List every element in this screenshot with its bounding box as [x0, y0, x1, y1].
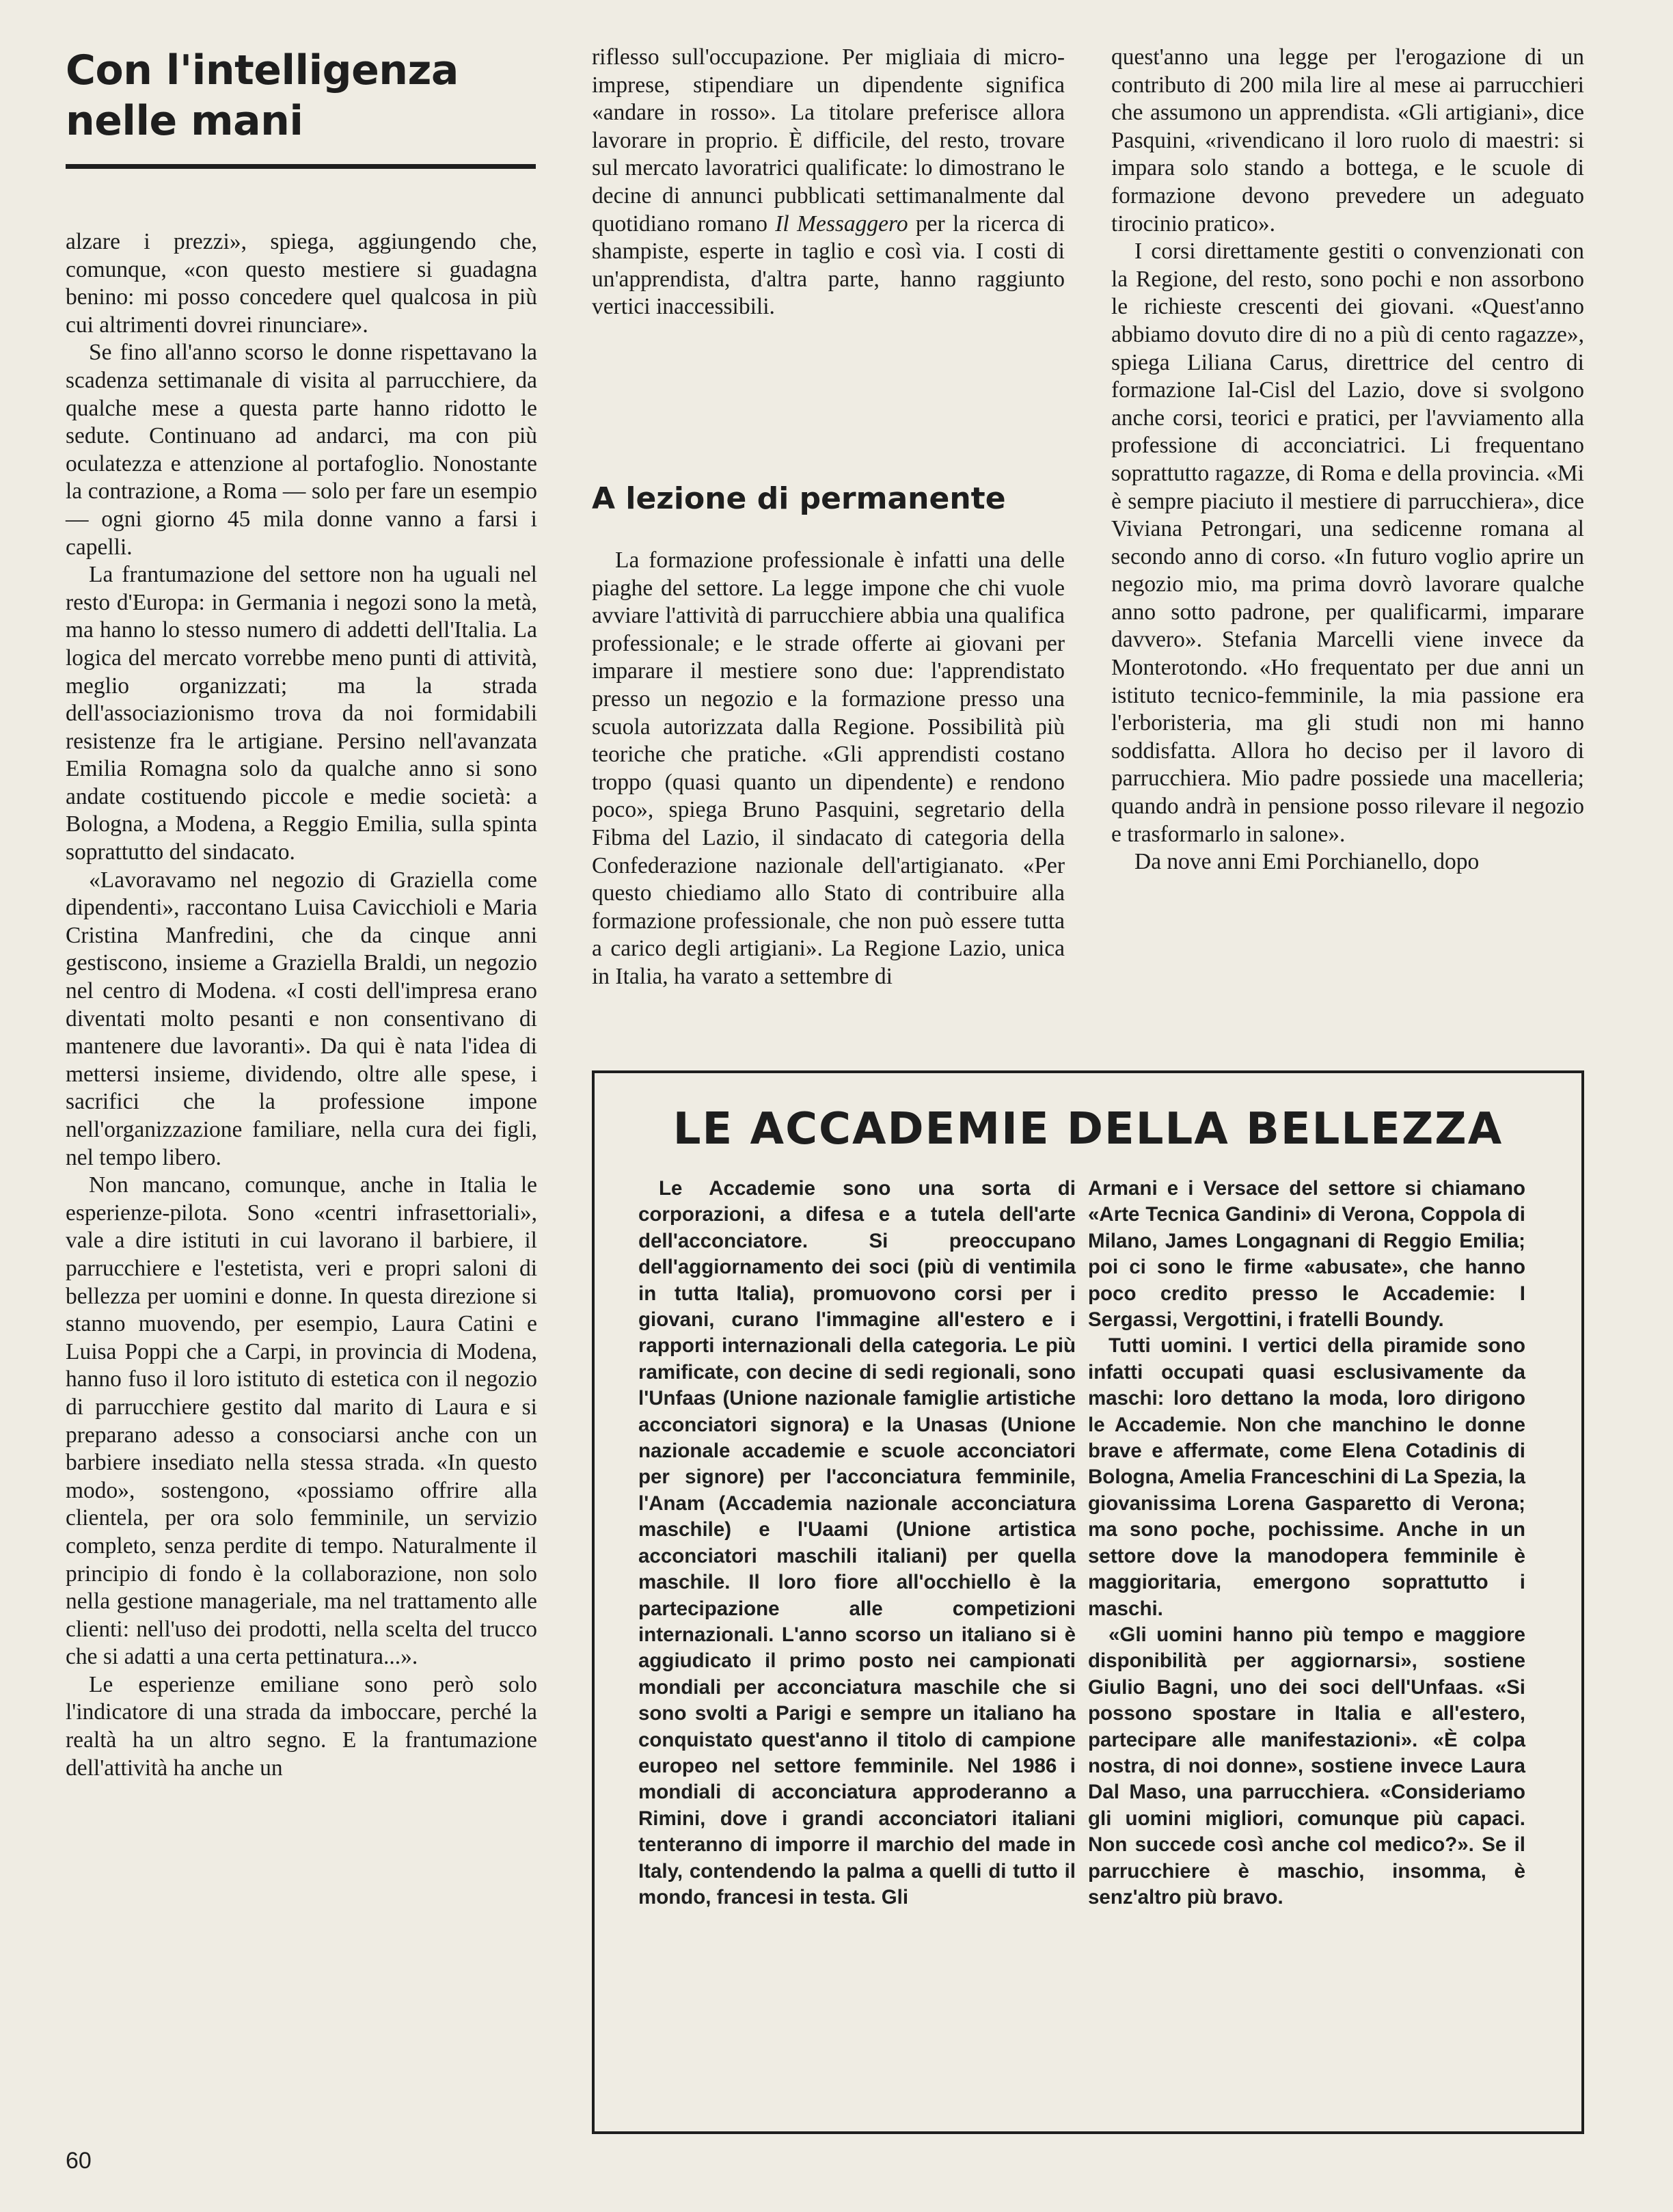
paragraph [592, 44, 1065, 321]
paragraph: Tutti uomini. I vertici della piramide sono infatti occupati quasi esclusivamente da maschi: loro dettano la moda, loro dirigono le Accademie. Non che manchino le donne brave e affermate, come Elena Cotadinis di Bologna, Amelia Franceschini di La Spezia, la giovanissima Lorena Gasparetto di Verona; ma sono poche, pochissime. Anche in un settore dove la manodopera femminile è maggioritaria, emergono soprattutto i maschi. [1088, 1334, 1525, 1620]
paragraph: Non mancano, comunque, anche in Italia le esperienze-pilota. Sono «centri infrasettoriali», vale a dire istituti in cui lavorano il barbiere, il parrucchiere e l'estetista, veri e propri saloni di bellezza per uomini e donne. In questa direzione si stanno muovendo, per esempio, Laura Catini e Luisa Poppi che a Carpi, in provincia di Modena, hanno fuso il loro istituto di estetica con il negozio di parrucchiere gestito dal marito di Laura e si preparano adesso a consociarsi anche con un barbiere insediato nella stessa strada. «In questo modo», sostengono, «possiamo offrire alla clientela, per ora solo femminile, un servizio completo, senza perdite di tempo. Naturalmente il principio di fondo è la collaborazione, non solo nella gestione manageriale, ma nel trattamento alle clienti: nell'uso dei prodotti, nella scelta del trucco che si adatti a una certa pettinatura...». [66, 1172, 537, 1670]
title-line-2: nelle mani [66, 97, 303, 145]
paragraph: Se fino all'anno scorso le donne rispettavano la scadenza settimanale di visita al parrucchiere, da qualche mese a questa parte hanno ridotto le sedute. Continuano ad andarci, ma con più oculatezza e attenzione al portafoglio. Nonostante la contrazione, a Roma — solo per fare un esempio — ogni giorno 45 mila donne vanno a farsi i capelli. [66, 340, 537, 560]
section-subheading: A lezione di permanente [592, 481, 1006, 516]
article-column-3 [1111, 44, 1584, 1042]
paragraph: Da nove anni Emi Porchianello, dopo [1134, 849, 1480, 875]
paragraph: Armani e i Versace del settore si chiamano «Arte Tecnica Gandini» di Verona, Coppola di Milano, James Longagnani di Reggio Emilia; poi ci sono le firme «abusate», che hanno poco credito presso le Accademie: I Sergassi, Vergottini, i fratelli Boundy. [1088, 1177, 1525, 1332]
paragraph: La formazione professionale è infatti una delle piaghe del settore. La legge impone che chi vuole avviare l'attività di parrucchiere abbia una qualifica professionale; e le strade offerte ai giovani per imparare il mestiere sono due: l'apprendistato presso un negozio e la formazione presso una scuola autorizzata dalla Regione. Possibilità più teoriche che pratiche. «Gli apprendisti costano troppo (quasi quanto un dipendente) e rendono poco», spiega Bruno Pasquini, segretario della Fibma del Lazio, il sindacato di categoria della Confederazione nazionale dell'artigianato. «Per questo chiediamo allo Stato di contribuire alla formazione professionale, che non può essere tutta a carico degli artigiani». La Regione Lazio, unica in Italia, ha varato a settembre di [592, 548, 1065, 989]
paragraph: Le Accademie sono una sorta di corporazioni, a difesa e a tutela dell'arte dell'acconciatore. Si preoccupano dell'aggiornamento dei soci (più di ventimila in tutta Italia), promuovono corsi per i giovani, curano l'immagine all'estero e i rapporti internazionali della categoria. Le più ramificate, con decine di sedi regionali, sono l'Unfaas (Unione nazionale famiglie artistiche acconciatori signora) e la Unasas (Unione nazionale accademie e scuole acconciatori per signore) per l'acconciatura femminile, l'Anam (Accademia nazionale acconciatura maschile) e l'Uaami (Unione artistica acconciatori maschili italiani) per quella maschile. Il loro fiore all'occhiello è la partecipazione alle competizioni internazionali. L'anno scorso un italiano si è aggiudicato il primo posto nei campionati mondiali per acconciatura maschile che si sono svolti a Parigi e sempre un italiano ha conquistato quest'anno il titolo di campione europeo nel settore femminile. Nel 1986 i mondiali di acconciatura approderanno a Rimini, dove i grandi acconciatori italiani tenteranno di imporre il marchio del made in Italy, contendendo la palma a quelli di tutto il mondo, francesi in testa. Gli [638, 1177, 1076, 1908]
title-rule [66, 164, 536, 169]
paragraph: «Gli uomini hanno più tempo e maggiore disponibilità per aggiornarsi», sostiene Giulio Bagni, uno dei soci dell'Unfaas. «Si possono spostare in Italia e all'estero, partecipare alle manifestazioni». «È colpa nostra, di noi donne», sostiene invece Laura Dal Maso, una parrucchiera. «Consideriamo gli uomini migliori, comunque più capaci. Non succede così anche col medico?». Se il parrucchiere è maschio, insomma, è senz'altro più bravo. [1088, 1623, 1525, 1908]
paragraph-text: per la ricerca di shampiste, esperte in taglio e così via. I costi di un'apprendista, d'altra parte, hanno raggiunto vertici inaccessibili. [592, 211, 1065, 320]
paragraph: La frantumazione del settore non ha uguali nel resto d'Europa: in Germania i negozi sono la metà, ma hanno lo stesso numero di addetti dell'Italia. La logica del mercato vorrebbe meno punti di attività, meglio organizzati; ma la strada dell'associazionismo trova da noi formidabili resistenze fra le artigiane. Persino nell'avanzata Emilia Romagna solo da qualche anno si sono andate costituendo piccole e medie società: a Bologna, a Modena, a Reggio Emilia, sulla spinta soprattutto del sindacato. [66, 562, 537, 865]
box-column-1 [638, 1176, 1076, 1911]
paragraph: I corsi direttamente gestiti o convenzionati con la Regione, del resto, sono pochi e non assorbono le richieste crescenti dei giovani. «Quest'anno abbiamo dovuto dire di no a più di cento ragazze», spiega Liliana Carus, direttrice del centro di formazione Ial-Cisl del Lazio, dove si svolgono anche corsi, teorici e pratici, per l'avviamento alla professione di acconciatrici. Li frequentano soprattutto ragazze, di Roma e della provincia. «Mi è sempre piaciuto il mestiere di parrucchiera», dice Viviana Petrongari, una sedicenne romana al secondo anno di corso. «In futuro voglio aprire un negozio mio, ma prima dovrò lavorare qualche anno sotto padrone, per qualificarmi, imparare davvero». Stefania Marcelli viene invece da Monterotondo. «Ho frequentato per due anni un istituto tecnico-femminile, la mia passione era l'erboristeria, ma gli studi non mi hanno soddisfatta. Allora ho deciso per il lavoro di parrucchiera. Mio padre possiede una macelleria; quando andrà in pensione posso rilevare il negozio e trasformarlo in salone». [1111, 239, 1584, 847]
article-title [66, 45, 544, 146]
article-column-1 [66, 228, 537, 1869]
column-2-bottom [592, 547, 1065, 991]
box-title: LE ACCADEMIE DELLA BELLEZZA [672, 1104, 1504, 1155]
title-line-1: Con l'intelligenza [66, 46, 459, 94]
box-column-2 [1088, 1176, 1525, 1911]
paragraph: «Lavoravamo nel negozio di Graziella come dipendenti», raccontano Luisa Cavicchioli e Maria Cristina Manfredini, che da cinque anni gestiscono, insieme a Graziella Braldi, un negozio nel centro di Modena. «I costi dell'impresa erano diventati molto pesanti e non consentivano di mantenere due lavoranti». Da qui è nata l'idea di mettersi insieme, dividendo, oltre alle spese, i sacrifici che la professione impone nell'organizzazione familiare, nella cura dei figli, nel tempo libero. [66, 867, 537, 1170]
sidebar-box [592, 1070, 1584, 2134]
paragraph: quest'anno una legge per l'erogazione di un contributo di 200 mila lire al mese ai parrucchieri che assumono un apprendista. «Gli artigiani», dice Pasquini, «rivendicano il loro ruolo di maestri: si impara solo stando a bottega, e le scuole di formazione devono prevedere un adeguato tirocinio pratico». [1111, 44, 1584, 237]
page-number: 60 [66, 2148, 92, 2174]
paragraph: alzare i prezzi», spiega, aggiungendo che, comunque, «con questo mestiere si guadagna benino: mi posso concedere quel qualcosa in più cui altrimenti dovrei rinunciare». [66, 229, 537, 338]
column-2-top [592, 44, 1065, 321]
paragraph-text: riflesso sull'occupazione. Per migliaia di micro-imprese, stipendiare un dipendente significa «andare in rosso». La titolare preferisce allora lavorare in proprio. È difficile, del resto, trovare sul mercato lavoratrici qualificate: lo dimostrano le decine di annunci pubblicati settimanalmente dal quotidiano romano [592, 44, 1065, 237]
paragraph: Le esperienze emiliane sono però solo l'indicatore di una strada da imboccare, perché la realtà ha un altro segno. E la frantumazione dell'attività ha anche un [66, 1671, 537, 1781]
article-column-2 [592, 44, 1065, 1042]
newspaper-name: Il Messaggero [775, 211, 908, 237]
